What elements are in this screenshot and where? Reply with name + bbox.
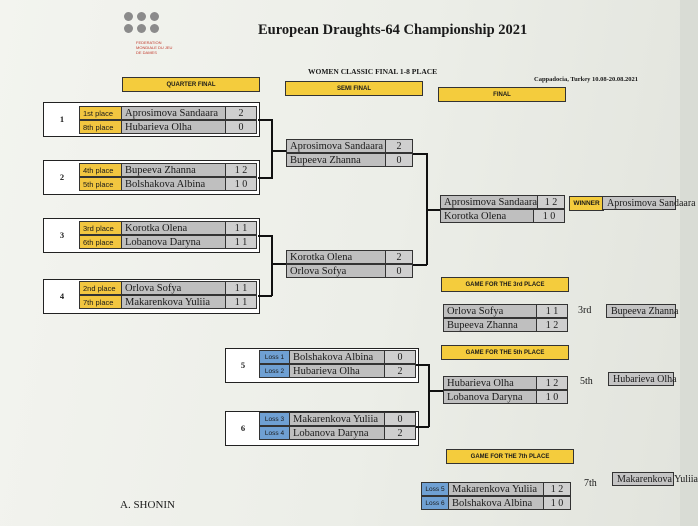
player-row [259,350,416,364]
player-name: Orlova Sofya [290,265,347,277]
loss-tag: Loss 1 [260,351,290,363]
loss-tag: Loss 2 [260,365,290,377]
loss-tag: Loss 6 [422,497,449,509]
player-score: 1 0 [533,210,564,222]
place-tag: 1st place [80,107,122,119]
player-row [259,426,416,440]
bracket-connector [426,209,440,211]
place-tag: 5th place [80,178,122,190]
player-score: 2 [384,427,415,439]
player-name: Korotka Olena [125,222,188,234]
player-name: Lobanova Daryna [293,427,369,439]
player-row [259,412,416,426]
player-row [79,295,257,309]
player-score: 1 2 [536,319,567,331]
player-name: Aprosimova Sandaara [125,107,219,119]
loss-tag: Loss 5 [422,483,449,495]
player-row [286,153,413,167]
player-name: Hubarieva Olha [125,121,192,133]
match-seed: 4 [59,291,65,301]
match-seed: 1 [59,114,65,124]
player-score: 1 1 [225,296,256,308]
bracket-connector [413,264,427,266]
place-tag: 2nd place [80,282,122,294]
player-name: Bolshakova Albina [293,351,374,363]
player-score: 2 [225,107,256,119]
winner-name: Aprosimova Sandaara [602,196,676,210]
player-score: 1 1 [225,282,256,294]
header-third-place: GAME FOR THE 3rd PLACE [441,277,569,292]
player-score: 1 0 [225,178,256,190]
bracket-connector [258,177,272,179]
page-title: European Draughts-64 Championship 2021 [258,22,528,38]
player-row [443,390,568,404]
player-score: 1 2 [537,196,564,208]
bracket-connector [271,150,286,152]
place-tag: 4th place [80,164,122,176]
bracket-connector [428,390,443,392]
player-score: 1 1 [225,236,256,248]
player-name: Korotka Olena [290,251,353,263]
player-row [259,364,416,378]
player-name: Makarenkova Yuliia [293,413,379,425]
player-row [421,496,571,510]
player-name: Orlova Sofya [125,282,182,294]
third-place-result: Bupeeva Zhanna [606,304,676,318]
match-seed: 6 [240,423,246,433]
player-score: 2 [385,140,412,152]
player-row [79,120,257,134]
place-tag: 3rd place [80,222,122,234]
bracket-connector [271,235,273,296]
player-score: 0 [384,413,415,425]
player-row [443,304,568,318]
player-name: Aprosimova Sandaara [444,196,538,208]
player-name: Bolshakova Albina [125,178,206,190]
header-fifth-place: GAME FOR THE 5th PLACE [441,345,569,360]
event-location: Cappadocia, Turkey 10.08-20.08.2021 [534,76,639,83]
logo-text: FEDERATION MONDIALE DU JEU DE DAMES [136,40,173,55]
header-quarter-final: QUARTER FINAL [122,77,260,92]
match-seed: 3 [59,230,65,240]
loss-tag: Loss 4 [260,427,290,439]
place-tag: 8th place [80,121,122,133]
bracket-connector [413,153,427,155]
player-score: 1 1 [536,305,567,317]
player-name: Bolshakova Albina [452,497,533,509]
player-score: 1 1 [225,222,256,234]
player-row [79,281,257,295]
player-score: 0 [385,154,412,166]
player-name: Makarenkova Yuliia [125,296,211,308]
third-place-label: 3rd [578,305,592,316]
bracket-connector [428,364,430,427]
player-score: 2 [384,365,415,377]
signature: A. SHONIN [120,499,175,511]
player-name: Aprosimova Sandaara [290,140,384,152]
player-name: Bupeeva Zhanna [125,164,196,176]
winner-label: WINNER [569,196,604,211]
player-score: 0 [385,265,412,277]
player-score: 2 [385,251,412,263]
player-row [443,318,568,332]
player-score: 0 [225,121,256,133]
seventh-place-result: Makarenkova Yuliia [612,472,674,486]
player-row [443,376,568,390]
player-row [440,195,565,209]
player-name: Hubarieva Olha [293,365,360,377]
player-score: 1 0 [536,391,567,403]
player-score: 0 [384,351,415,363]
seventh-place-label: 7th [584,478,597,489]
place-tag: 7th place [80,296,122,308]
header-seventh-place: GAME FOR THE 7th PLACE [446,449,574,464]
player-row [79,163,257,177]
match-seed: 2 [59,172,65,182]
player-row [79,221,257,235]
player-score: 1 0 [543,497,570,509]
match-seed: 5 [240,360,246,370]
player-row [286,250,413,264]
fifth-place-label: 5th [580,376,593,387]
player-name: Korotka Olena [444,210,507,222]
page-subtitle: WOMEN CLASSIC FINAL 1-8 PLACE [308,67,438,76]
player-row [286,264,413,278]
player-row [79,235,257,249]
player-row [286,139,413,153]
loss-tag: Loss 3 [260,413,290,425]
bracket-connector [271,263,286,265]
place-tag: 6th place [80,236,122,248]
player-name: Lobanova Daryna [447,391,523,403]
player-row [421,482,571,496]
player-name: Lobanova Daryna [125,236,201,248]
fifth-place-result: Hubarieva Olha [608,372,674,386]
header-semi-final: SEMI FINAL [285,81,423,96]
header-final: FINAL [438,87,566,102]
player-name: Makarenkova Yuliia [452,483,538,495]
player-name: Bupeeva Zhanna [447,319,518,331]
player-name: Orlova Sofya [447,305,504,317]
player-row [79,177,257,191]
player-row [79,106,257,120]
bracket-connector [258,295,272,297]
player-score: 1 2 [225,164,256,176]
bracket-connector [258,235,272,237]
player-score: 1 2 [543,483,570,495]
bracket-connector [258,119,272,121]
player-name: Bupeeva Zhanna [290,154,361,166]
player-score: 1 2 [536,377,567,389]
player-row [440,209,565,223]
player-name: Hubarieva Olha [447,377,514,389]
bracket-connector [271,119,273,179]
